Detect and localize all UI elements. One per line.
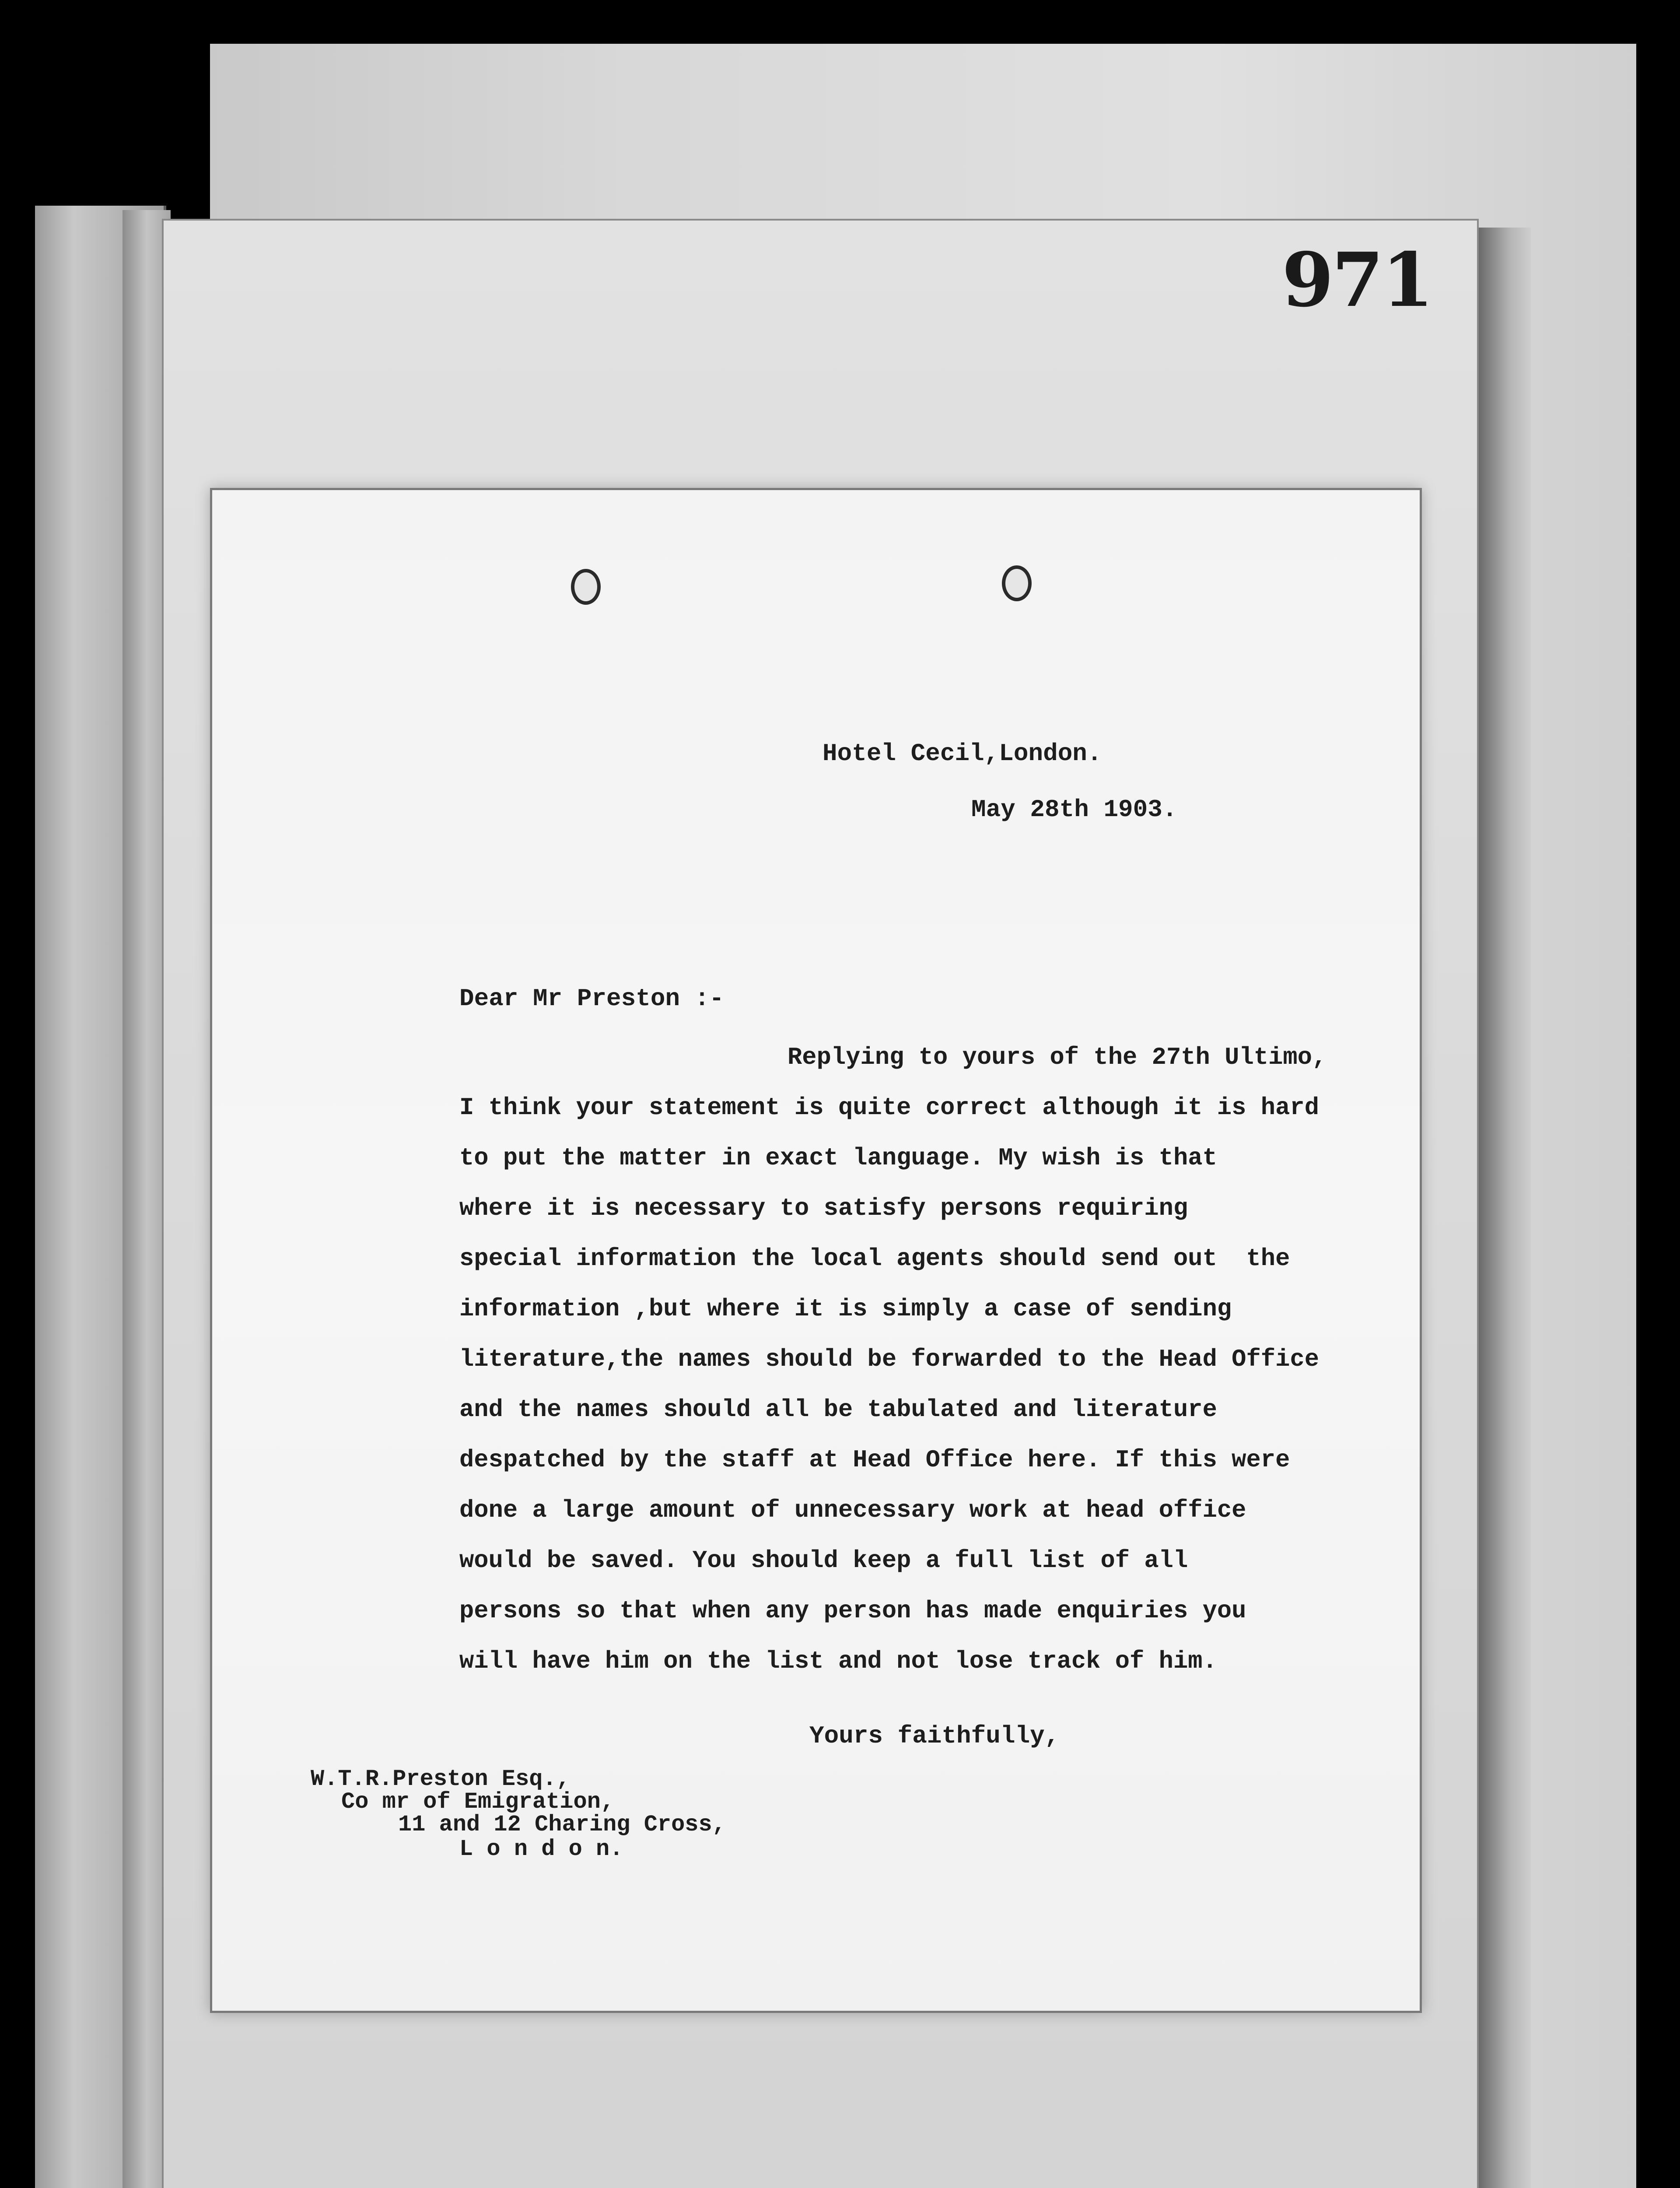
address-line: 11 and 12 Charing Cross, (398, 1812, 726, 1837)
body-line: Replying to yours of the 27th Ultimo, (788, 1044, 1327, 1071)
body-line: will have him on the list and not lose track of him. (459, 1648, 1217, 1675)
body-line: special information the local agents should send out the (459, 1245, 1290, 1273)
body-line: and the names should all be tabulated and literature (459, 1396, 1217, 1424)
address-line: Co mr of Emigration, (341, 1789, 615, 1815)
address-line: L o n d o n. (459, 1836, 623, 1862)
letter-location: Hotel Cecil,London. (822, 740, 1102, 768)
letter-closing: Yours faithfully, (809, 1722, 1060, 1750)
body-line: I think your statement is quite correct although it is hard (459, 1094, 1320, 1122)
body-line: despatched by the staff at Head Office here. If this were (459, 1446, 1290, 1474)
body-line: where it is necessary to satisfy persons requiring (459, 1195, 1188, 1222)
address-line: W.T.R.Preston Esq., (311, 1766, 570, 1792)
body-line: would be saved. You should keep a full list of all (459, 1547, 1188, 1574)
folder-shadow (1479, 228, 1531, 2188)
body-line: persons so that when any person has made enquiries you (459, 1597, 1246, 1625)
letter-date: May 28th 1903. (971, 796, 1177, 824)
body-line: literature,the names should be forwarded to the Head Office (459, 1346, 1320, 1373)
letter-salutation: Dear Mr Preston :- (459, 985, 724, 1013)
punch-hole-right (1002, 565, 1032, 601)
body-line: information ,but where it is simply a case of sending (459, 1295, 1232, 1323)
body-line: done a large amount of unnecessary work at head office (459, 1497, 1246, 1524)
page-number: 971 (1282, 236, 1432, 324)
body-line: to put the matter in exact language. My wish is that (459, 1144, 1217, 1172)
punch-hole-left (571, 569, 601, 605)
